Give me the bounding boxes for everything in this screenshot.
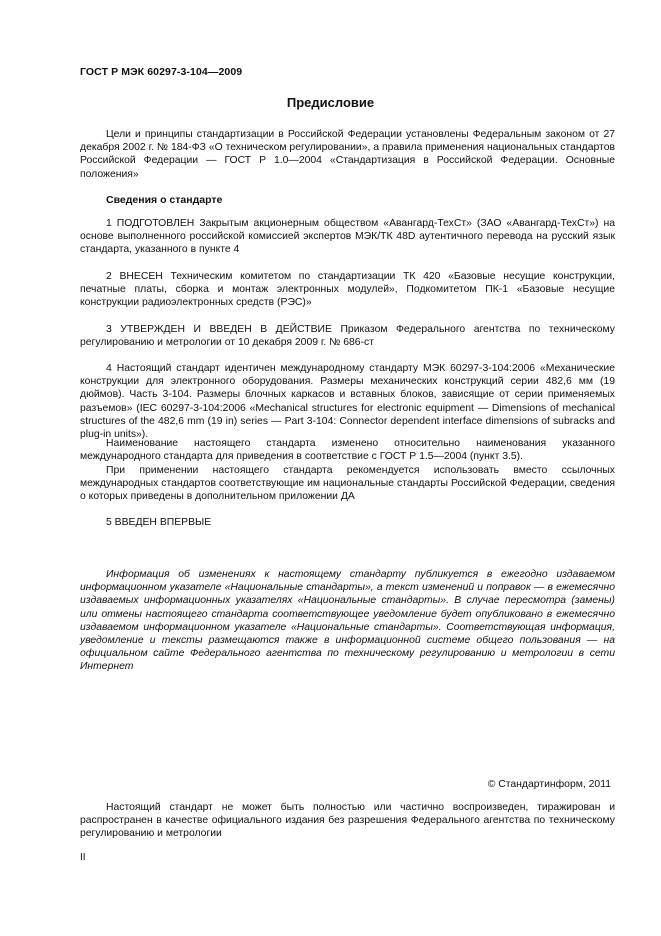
preface-intro: Цели и принципы стандартизации в Российской Федерации установлены Федеральным законом от 27 декабря 2002 г. № 184-ФЗ «О техническом регулировании», а правила применения национальных стандартов Российской Федерации — ГОСТ Р 1.0—2004 «Стандартизация в Российской Федерации. Основные положения» [80, 129, 615, 180]
item-4-name-change: Наименование настоящего стандарта изменено относительно наименования указанного международного стандарта для приведения в соответствие с ГОСТ Р 1.5—2004 (пункт 3.5). [80, 438, 615, 463]
standard-info-heading: Сведения о стандарте [106, 194, 223, 206]
item-2-submitted: 2 ВНЕСЕН Техническим комитетом по стандартизации ТК 420 «Базовые несущие конструкции, печатные платы, сборка и монтаж электронных модулей», Подкомитетом ПК-1 «Базовые несущие конструкции радиоэлектронных средств (РЭС)» [80, 271, 615, 309]
item-4-references: При применении настоящего стандарта рекомендуется использовать вместо ссылочных международных стандартов соответствующие им национальные стандарты Российской Федерации, сведения о которых приведены в дополнительном приложении ДА [80, 465, 615, 503]
item-5-introduced: 5 ВВЕДЕН ВПЕРВЫЕ [106, 517, 212, 528]
changes-notice: Информация об изменениях к настоящему стандарту публикуется в ежегодно издаваемом информационном указателе «Национальные стандарты», а текст изменений и поправок — в ежемесячно издаваемых информационных указателях «Национальные стандарты». В случае пересмотра (замены) или отмены настоящего стандарта соответствующее уведомление будет опубликовано в ежемесячно издаваемом информационном указателе «Национальные стандарты». Соответствующая информация, уведомление и тексты размещаются также в информационной системе общего пользования — на официальном сайте Федерального агентства по техническому регулированию и метрологии в сети Интернет [80, 569, 615, 673]
item-4-identical: 4 Настоящий стандарт идентичен международному стандарту МЭК 60297-3-104:2006 «Механические конструкции для электронного оборудования. Размеры механических конструкций серии 482,6 мм (19 дюймов). Часть 3-104. Размеры блочных каркасов и вставных блоков, зависящие от серии применяемых разъемов» (IEC 60297-3-104:2006 «Mechanical structures for electronic equipment — Dimensions of mechanical structures of the 482,6 mm (19 in) series — Part 3-104: Connector dependent interface dimensions of subracks and plug-in units»). [80, 363, 615, 441]
reproduction-notice: Настоящий стандарт не может быть полностью или частично воспроизведен, тиражирован и распространен в качестве официального издания без разрешения Федерального агентства по техническому регулированию и метрологии [80, 802, 615, 840]
preface-title: Предисловие [286, 95, 375, 110]
standard-code-header: ГОСТ Р МЭК 60297-3-104—2009 [80, 66, 243, 78]
copyright-line: © Стандартинформ, 2011 [487, 779, 611, 790]
page-number: II [80, 852, 86, 863]
item-3-approved: 3 УТВЕРЖДЕН И ВВЕДЕН В ДЕЙСТВИЕ Приказом Федерального агентства по техническому регулированию и метрологии от 10 декабря 2009 г. № 686-ст [80, 324, 615, 349]
item-1-prepared: 1 ПОДГОТОВЛЕН Закрытым акционерным обществом «Авангард-ТехСт» (ЗАО «Авангард-ТехСт») на основе выполненного российской комиссией экспертов МЭК/ТК 48D аутентичного перевода на русский язык стандарта, указанного в пункте 4 [80, 218, 615, 256]
